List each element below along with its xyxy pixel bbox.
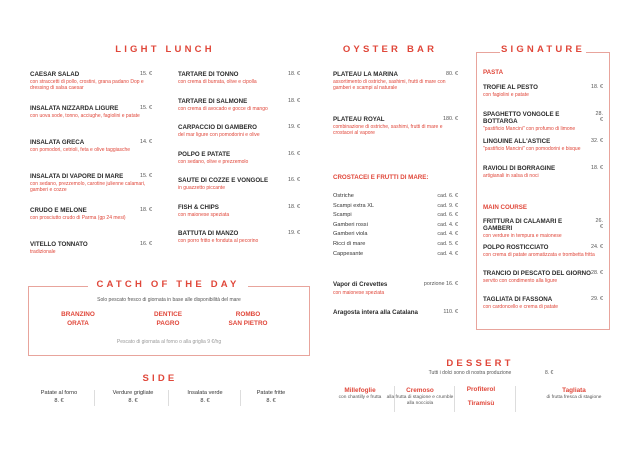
- menu-item-row: [483, 165, 603, 172]
- menu-item-desc: con maionese speziata: [178, 211, 230, 218]
- menu-item-desc: in guazzetto piccante: [178, 185, 225, 191]
- menu-item-desc: con uova sode, tonno, acciughe, fagiolini e patate: [30, 113, 140, 119]
- menu-item-price: 180. €: [443, 116, 458, 122]
- menu-item-row: [483, 84, 603, 91]
- menu-item: [483, 111, 603, 132]
- menu-item-name: PLATEAU ROYAL: [333, 116, 385, 123]
- oyster-extra-item: [333, 281, 458, 296]
- main-course-title: MAIN COURSE: [483, 204, 528, 211]
- pasta-title: PASTA: [483, 69, 504, 76]
- menu-item-desc: del mar ligure con pomodorini e olive: [178, 132, 260, 138]
- menu-item-price: 19. €: [288, 230, 300, 236]
- menu-item: [483, 218, 603, 239]
- menu-item: [483, 84, 603, 98]
- catch-dish-line2: ORATA: [67, 319, 89, 327]
- menu-item-row: [30, 241, 152, 248]
- crudo-name: Cappesante: [333, 250, 364, 257]
- side-title: SIDE: [142, 373, 178, 384]
- menu-item-desc: con cardoncello e crema di patate: [483, 304, 559, 310]
- side-item: [174, 390, 236, 404]
- menu-item-desc: con crema di patate aromatizzata e trombetta fritta: [483, 252, 595, 258]
- menu-item-name: SAUTE DI COZZE E VONGOLE: [178, 177, 269, 184]
- dessert-subtitle: Tutti i dolci sono di nostra produzione: [428, 370, 512, 376]
- menu-item-desc: tradizionale: [30, 249, 56, 255]
- oyster-extra-price: 110. €: [443, 309, 458, 315]
- crudo-item: [333, 193, 458, 199]
- catch-dish-line2: SAN PIETRO: [228, 319, 268, 327]
- menu-item-price: 18. €: [288, 203, 300, 210]
- menu-item-name: CARPACCIO DI GAMBERO: [178, 124, 257, 131]
- catch-title: CATCH OF THE DAY: [88, 279, 248, 290]
- dessert-desc: alla frutta di stagione e crumble alla nocciola: [386, 395, 454, 406]
- menu-item-name: RAVIOLI DI BORRAGINE: [483, 165, 556, 172]
- menu-item-desc: con crema di burrata, olive e cipolla: [178, 79, 257, 85]
- menu-item: [30, 173, 152, 193]
- crudo-item: [333, 222, 458, 228]
- menu-item-desc: con crema di avocado e gocce di mango: [178, 105, 268, 112]
- menu-item-price: 16. €: [140, 241, 152, 247]
- catch-dish: [38, 311, 118, 328]
- menu-item-row: [178, 204, 300, 211]
- menu-item: [178, 204, 300, 218]
- oyster-extra-name: Vapor di Crevettes: [333, 281, 388, 288]
- menu-item: [483, 138, 603, 152]
- menu-item-price: 24. €: [591, 244, 603, 250]
- menu-item-name: CRUDO E MELONE: [30, 207, 87, 214]
- oyster-extra-row: [333, 281, 458, 288]
- menu-item-desc: assortimento di ostriche, sashimi, frutti di mare con gamberi e scampi al naturale: [333, 79, 446, 91]
- menu-item-name: SPAGHETTO VONGOLE E BOTTARGA: [483, 111, 560, 125]
- menu-item-desc: con porro fritto e fonduta al pecorino: [178, 238, 259, 244]
- dessert-desc: di frutta fresca di stagione: [546, 395, 602, 400]
- menu-item-name: INSALATA DI VAPORE DI MARE: [30, 173, 124, 180]
- menu-item-row: [178, 98, 300, 105]
- menu-item-price: 19. €: [288, 124, 300, 130]
- crudo-title: CROSTACEI E FRUTTI DI MARE:: [333, 174, 429, 181]
- menu-item-row: [178, 124, 300, 131]
- menu-item-desc: "pastificio Mancini" con pomodorini e bisque: [483, 146, 581, 152]
- menu-item-price: 16. €: [288, 150, 300, 157]
- menu-item-name: FRITTURA DI CALAMARI E GAMBERI: [483, 218, 563, 232]
- catch-dish-line1: ROMBO: [235, 311, 261, 318]
- menu-item: [333, 116, 458, 136]
- oyster-extra-row: [333, 309, 458, 316]
- menu-item-desc: servito con condimento alla ligure: [483, 278, 558, 284]
- menu-item-desc: con sedano, prezzemolo, carotine julienne calamari, gamberi e cozze: [30, 181, 146, 193]
- side-item-name: Verdure grigliate: [112, 390, 154, 396]
- menu-item-price: 18. €: [591, 165, 603, 171]
- side-item-price: 8. €: [200, 398, 210, 404]
- crudo-price: cad. 4. €: [437, 250, 458, 257]
- menu-item-row: [483, 296, 603, 303]
- menu-item: [483, 244, 603, 258]
- menu-item-price: 18. €: [140, 207, 152, 213]
- dessert-divider: [515, 386, 516, 412]
- crudo-price: cad. 4. €: [437, 231, 458, 238]
- menu-item-price: 16. €: [288, 177, 300, 183]
- menu-item-row: [178, 71, 300, 78]
- dessert-column: [445, 386, 517, 407]
- crudo-price: cad. 6. €: [437, 193, 458, 199]
- dessert-name: Cremoso: [406, 387, 434, 394]
- crudo-item: [333, 241, 458, 247]
- menu-item-row: [483, 111, 603, 125]
- menu-item-row: [30, 139, 152, 146]
- menu-item: [178, 98, 300, 112]
- oyster-extra-name: Aragosta intera alla Catalana: [333, 309, 418, 316]
- menu-item-name: TRANCIO DI PESCATO DEL GIORNO: [483, 270, 591, 277]
- menu-item-price: 18. €: [288, 97, 300, 104]
- dessert-price: 8. €: [545, 370, 554, 376]
- crudo-price: cad. 9. €: [437, 202, 458, 209]
- menu-item-row: [30, 173, 152, 180]
- menu-item-name: FISH & CHIPS: [178, 203, 219, 211]
- menu-item-desc: con sedano, olive e prezzemolo: [178, 158, 249, 165]
- menu-item: [333, 71, 458, 91]
- catch-note: Pescato di giornata al forno o alla griglia 9 €/hg: [116, 339, 222, 345]
- menu-item-name: TARTARE DI SALMONE: [178, 97, 248, 105]
- crudo-item: [333, 251, 458, 257]
- oyster-extra-price: porzione 16. €: [423, 281, 458, 287]
- menu-item-desc: con fagiolini e patate: [483, 92, 529, 98]
- menu-item-price: 18. €: [288, 71, 300, 77]
- menu-item: [483, 165, 603, 179]
- catch-dish: [208, 311, 288, 328]
- menu-item-row: [483, 218, 603, 232]
- menu-item: [30, 241, 152, 255]
- side-item: [240, 390, 302, 404]
- menu-item-price: 29. €: [591, 296, 603, 302]
- menu-item-price: 28. €: [591, 270, 603, 276]
- menu-item-row: [30, 207, 152, 214]
- dessert-name: Tiramisù: [467, 400, 495, 407]
- catch-dish-line1: DENTICE: [153, 311, 183, 318]
- menu-item: [30, 71, 152, 91]
- menu-item-price: 18. €: [591, 84, 603, 90]
- side-item-price: 8. €: [266, 398, 276, 404]
- menu-item: [178, 124, 300, 138]
- side-item-price: 8. €: [128, 398, 138, 404]
- menu-item-price: 14. €: [140, 139, 152, 145]
- menu-item-name: VITELLO TONNATO: [30, 241, 88, 248]
- dessert-title: DESSERT: [446, 358, 514, 369]
- oyster-bar-title: OYSTER BAR: [342, 44, 438, 55]
- menu-item-desc: artigianali in salsa di noci: [483, 173, 539, 179]
- menu-item-row: [30, 105, 152, 112]
- oyster-extra-desc: con maionese speziata: [333, 290, 385, 296]
- catch-dish-line1: BRANZINO: [61, 311, 95, 318]
- side-item-name: Insalata verde: [187, 390, 223, 396]
- side-item-price: 8. €: [54, 398, 64, 404]
- catch-dish: [128, 311, 208, 328]
- crudo-name: Scampi: [333, 212, 352, 219]
- crudo-name: Ostriche: [333, 193, 354, 199]
- side-item: [102, 390, 164, 404]
- menu-item-desc: con straccetti di pollo, crostini, grana padano Dop e dressing di salsa caesar: [30, 79, 144, 91]
- menu-item-name: LINGUINE ALL'ASTICE: [483, 138, 551, 145]
- menu-item: [178, 71, 300, 85]
- signature-title: SIGNATURE: [500, 44, 586, 55]
- menu-item: [30, 139, 152, 153]
- menu-item: [483, 296, 603, 310]
- menu-item-price: 32. €: [591, 138, 603, 144]
- menu-item-price: 15. €: [140, 105, 152, 111]
- menu-item-price: 80. €: [446, 71, 458, 77]
- catch-subtitle: Solo pescato fresco di giornata in base alle disponibilità del mare: [97, 297, 241, 303]
- menu-item-name: INSALATA NIZZARDA LIGURE: [30, 105, 119, 112]
- menu-item-desc: combinazione di ostriche, sashimi, frutti di mare e crostacei al vapore: [333, 124, 443, 136]
- menu-item: [178, 230, 300, 244]
- menu-item-name: TROFIE AL PESTO: [483, 84, 538, 91]
- menu-item-name: TARTARE DI TONNO: [178, 71, 239, 78]
- menu-item-desc: con pomodori, cetrioli, feta e olive taggiasche: [30, 147, 131, 153]
- crudo-item: [333, 203, 458, 209]
- catch-dish-line2: PAGRO: [156, 319, 180, 327]
- crudo-price: cad. 4. €: [437, 221, 458, 228]
- menu-item-name: POLPO E PATATE: [178, 150, 231, 158]
- menu-item-price: 15. €: [140, 173, 152, 179]
- crudo-price: cad. 6. €: [437, 212, 458, 219]
- side-divider: [94, 390, 95, 406]
- menu-item-row: [333, 116, 458, 123]
- crudo-name: Scampi extra XL: [333, 202, 375, 209]
- crudo-name: Ricci di mare: [333, 241, 366, 247]
- menu-item-name: POLPO ROSTICCIATO: [483, 244, 549, 251]
- crudo-item: [333, 231, 458, 237]
- menu-item: [483, 270, 603, 284]
- side-item: [28, 390, 90, 404]
- crudo-price: cad. 5. €: [437, 241, 458, 247]
- menu-item-row: [483, 138, 603, 145]
- menu-item: [30, 207, 152, 221]
- menu-item-row: [483, 270, 603, 277]
- menu-item-name: PLATEAU LA MARINA: [333, 71, 398, 78]
- crudo-name: Gamberi viola: [333, 231, 368, 238]
- side-item-name: Patate fritte: [256, 390, 286, 396]
- dessert-name: Profiterol: [466, 386, 496, 393]
- menu-item-name: CAESAR SALAD: [30, 71, 80, 78]
- menu-item: [178, 177, 300, 191]
- menu-item-desc: con verdure in tempura e maionese: [483, 233, 562, 239]
- dessert-name: Tagliata: [562, 387, 586, 394]
- menu-item-row: [483, 244, 603, 251]
- menu-item-row: [30, 71, 152, 78]
- menu-item-desc: "pastificio Mancini" con profumo di limone: [483, 126, 576, 132]
- menu-item-row: [178, 230, 300, 237]
- menu-item-row: [178, 151, 300, 158]
- menu-item-price: 26. €: [595, 218, 603, 230]
- menu-item-price: 15. €: [140, 71, 152, 77]
- menu-item: [178, 151, 300, 165]
- side-item-name: Patate al forno: [40, 390, 78, 396]
- menu-item-name: BATTUTA DI MANZO: [178, 230, 239, 237]
- dessert-column: [538, 387, 610, 401]
- dessert-desc: con chantilly e frutta: [338, 395, 382, 400]
- dessert-name: Millefoglie: [344, 387, 376, 394]
- side-divider: [168, 390, 169, 406]
- menu-item: [30, 105, 152, 119]
- crudo-name: Gamberi rossi: [333, 221, 368, 228]
- menu-item-name: INSALATA GRECA: [30, 139, 85, 146]
- menu-item-row: [333, 71, 458, 78]
- menu-item-row: [178, 177, 300, 184]
- oyster-extra-item: [333, 309, 458, 316]
- crudo-item: [333, 212, 458, 218]
- menu-item-price: 28. €: [595, 111, 603, 123]
- menu-item-desc: con prosciutto crudo di Parma (gp 24 mesi): [30, 215, 126, 221]
- menu-item-name: TAGLIATA DI FASSONA: [483, 296, 553, 303]
- light-lunch-title: LIGHT LUNCH: [115, 44, 215, 55]
